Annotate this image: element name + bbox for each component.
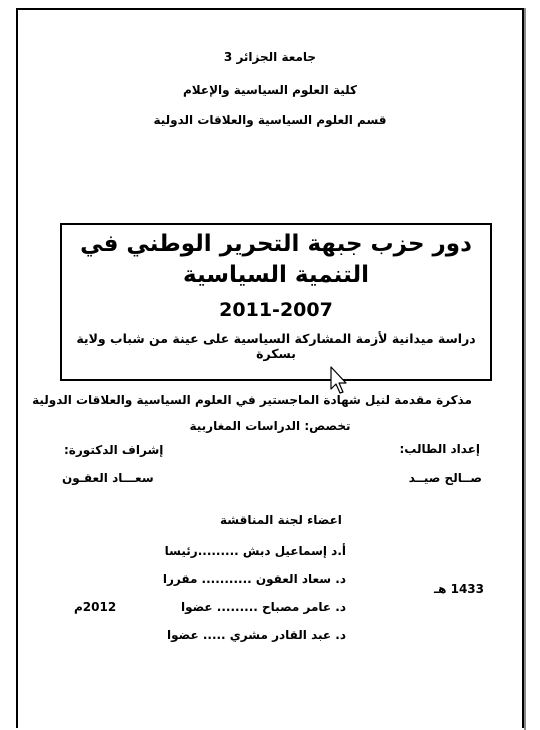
thesis-specialty: تخصص: الدراسات المغاربية — [189, 419, 351, 433]
jury-heading: اعضاء لجنة المناقشة — [220, 513, 342, 527]
title-box — [60, 223, 492, 381]
university-name: جامعة الجزائر 3 — [223, 50, 317, 64]
student-name: صــالح صيــد — [408, 471, 482, 485]
hijri-year: 1433 هـ — [433, 582, 484, 596]
department-name: قسم العلوم السياسية والعلاقات الدولية — [153, 113, 387, 127]
gregorian-year: 2012م — [74, 600, 117, 614]
jury-member: أ.د إسماعيل دبش .........رئيسا — [164, 544, 346, 558]
mouse-cursor-icon — [330, 366, 350, 396]
thesis-subtitle: دراسة ميدانية لأزمة المشاركة السياسية على عينة من شباب ولاية بسكرة — [76, 331, 476, 361]
thesis-years: 2011-2007 — [219, 299, 333, 321]
student-label: إعداد الطالب: — [399, 442, 480, 456]
jury-member: د. عامر مصباح ......... عضوا — [180, 600, 346, 614]
thesis-purpose: مذكرة مقدمة لنيل شهادة الماجستير في العلوم السياسية والعلاقات الدولية — [32, 393, 472, 407]
faculty-name: كلية العلوم السياسية والإعلام — [182, 83, 358, 97]
supervisor-name: سعـــاد العقـون — [62, 471, 154, 485]
supervisor-label: إشراف الدكتورة: — [64, 443, 164, 457]
thesis-title: دور حزب جبهة التحرير الوطني في التنمية السياسية — [80, 231, 472, 288]
jury-member: د. سعاد العقون ........... مقررا — [162, 572, 346, 586]
jury-member: د. عبد القادر مشري ..... عضوا — [166, 628, 346, 642]
